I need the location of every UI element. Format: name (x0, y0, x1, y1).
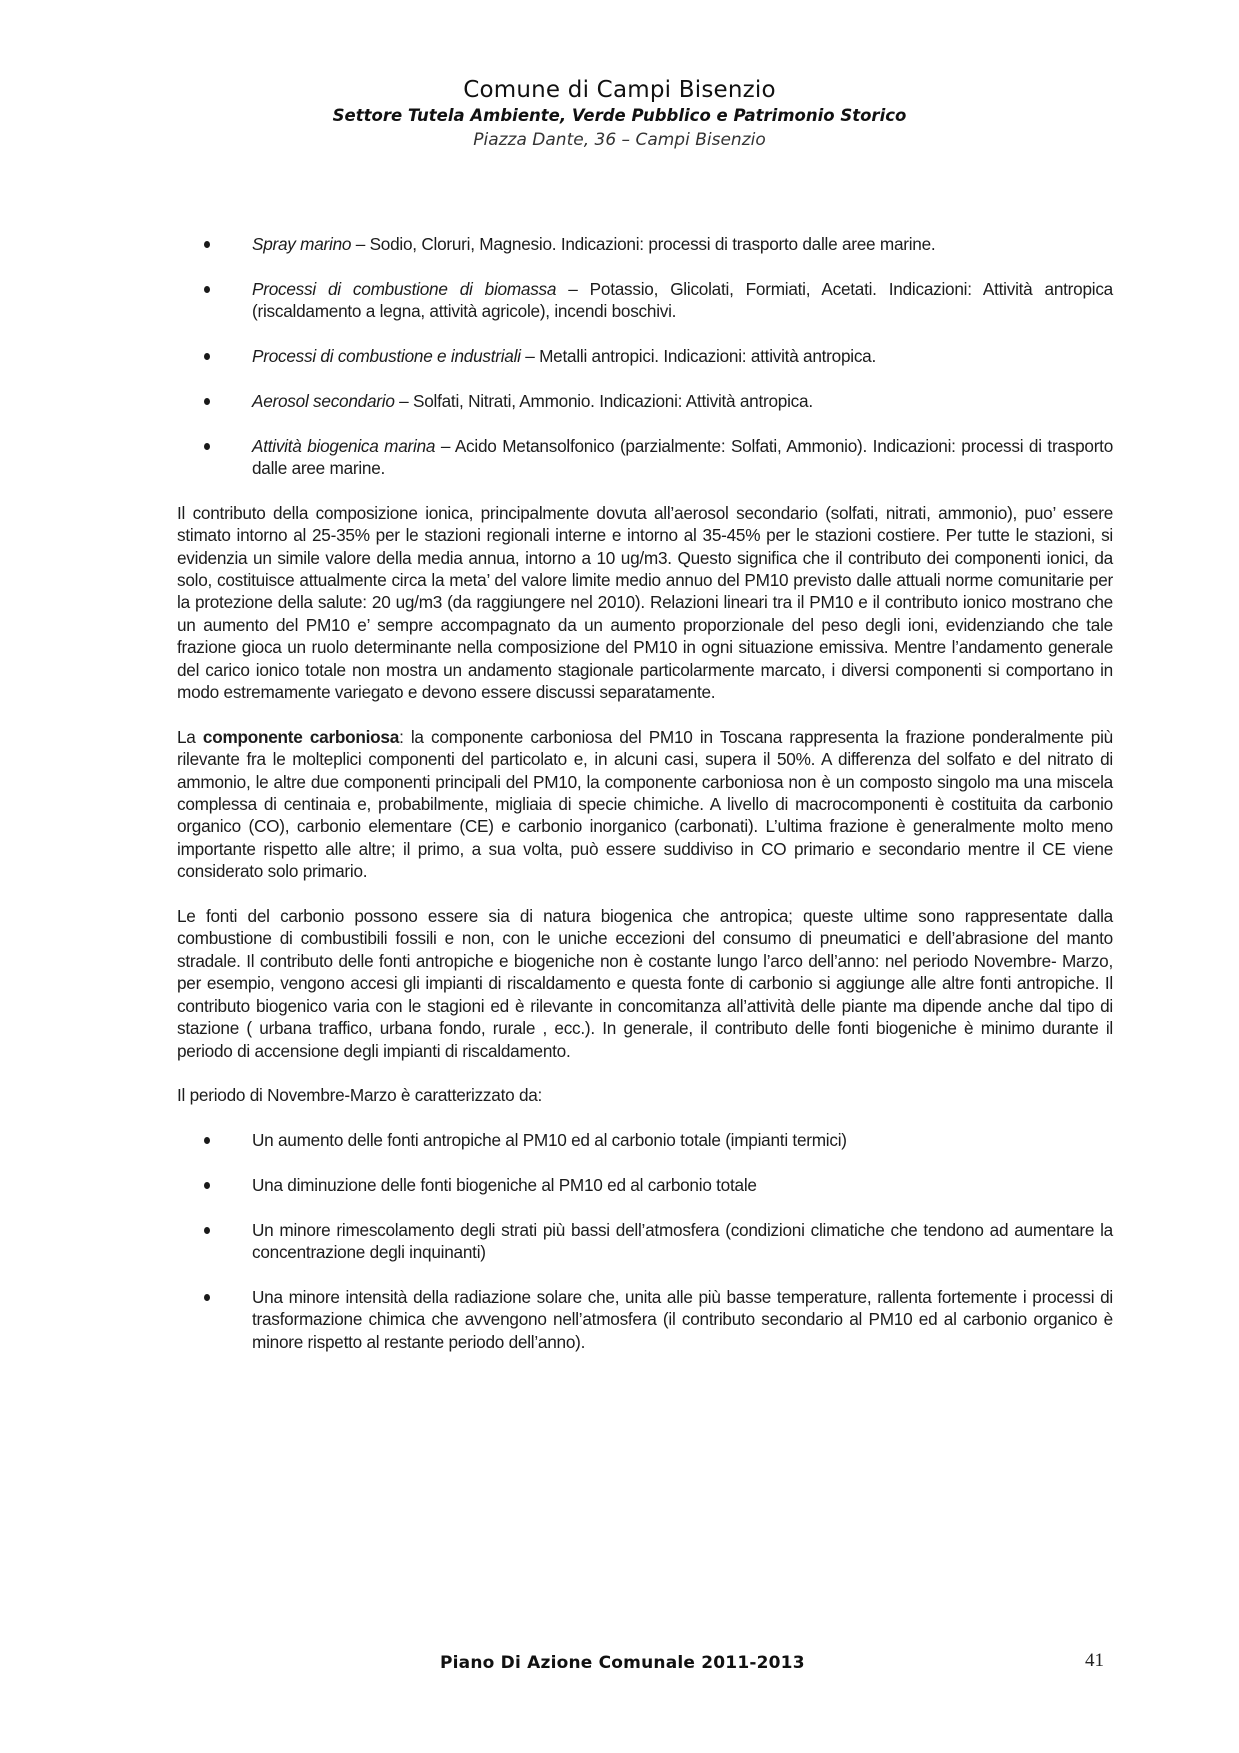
paragraph-carbon-text: : la componente carboniosa del PM10 in Toscana rappresenta la frazione ponderalmente più rilevante fra le molteplici componenti del particolato e, in alcuni casi, supera il 50%. A differenza del solfato e del nitrato di ammonio, le altre due componenti principali del PM10, la componente carboniosa non è un composto singolo ma una miscela complessa di centinaia e, probabilmente, migliaia di specie chimiche. A livello di macrocomponenti è costituita da carbonio organico (CO), carbonio elementare (CE) e carbonio inorganico (carbonati). L’ultima frazione è generalmente molto meno importante rispetto alle altre; il primo, a sua volta, può essere suddiviso in CO primario e secondario mentre il CE viene considerato solo primario. (177, 726, 1113, 882)
paragraph-carbon-term: componente carboniosa (202, 726, 400, 747)
bullet-icon (204, 286, 210, 293)
header-subtitle: Settore Tutela Ambiente, Verde Pubblico e Patrimonio Storico (332, 106, 907, 125)
list-item-term: Attività biogenica marina (252, 435, 436, 456)
footer-label: Piano Di Azione Comunale 2011-2013 (440, 1653, 805, 1673)
paragraph-period-intro: Il periodo di Novembre-Marzo è caratterizzato da: (177, 1085, 543, 1106)
list-item-term: Processi di combustione e industriali (252, 346, 521, 366)
list-item-text: – Acido Metansolfonico (parzialmente: Solfati, Ammonio). Indicazioni: processi di trasporto dalle aree marine. (252, 435, 1113, 478)
list-item-text: Un minore rimescolamento degli strati più bassi dell’atmosfera (condizioni climatiche che tendono ad aumentare la concentrazione degli inquinanti) (252, 1219, 1113, 1263)
list-item (177, 390, 1113, 412)
list-item-text: Una minore intensità della radiazione solare che, unita alle più basse temperature, rallenta fortemente i processi di trasformazione chimica che avvengono nell’atmosfera (il contributo secondario al PM10 ed al carbonio organico è minore rispetto al restante periodo dell’anno). (252, 1286, 1113, 1352)
bullet-icon (204, 1137, 210, 1144)
bullet-icon (204, 443, 210, 450)
list-item (177, 435, 1113, 480)
list-item (177, 1174, 1113, 1196)
sources-list (177, 233, 1113, 479)
header-title: Comune di Campi Bisenzio (463, 77, 776, 103)
paragraph-ionic: Il contributo della composizione ionica, principalmente dovuta all’aerosol secondario (solfati, nitrati, ammonio), puo’ essere stimato intorno al 25-35% per le stazioni regionali interne e intorno al 35-45% per le stazioni costiere. Per tutte le stazioni, si evidenzia un simile valore della media annua, intorno a 10 ug/m3. Questo significa che il contributo dei componenti ionici, da solo, costituisce attualmente circa la meta’ del valore limite medio annuo del PM10 previsto dalle attuali norme comunitarie per la protezione della salute: 20 ug/m3 (da raggiungere nel 2010). Relazioni lineari tra il PM10 e il contributo ionico mostrano che un aumento del PM10 e’ sempre accompagnato da un aumento proporzionale del peso degli ioni, evidenziando che tale frazione gioca un ruolo determinante nella composizione del PM10 in ogni situazione emissiva. Mentre l’andamento generale del carico ionico totale non mostra un andamento stagionale particolarmente marcato, i diversi componenti si comportano in modo estremamente variegato e devono essere discussi separatamente. (177, 502, 1113, 703)
spacer (177, 1107, 1113, 1129)
bullet-icon (204, 1294, 210, 1301)
paragraph-carbon (177, 726, 1113, 883)
list-item (177, 1286, 1113, 1353)
list-item-term: Processi di combustione di biomassa (252, 278, 557, 299)
bullet-icon (204, 1182, 210, 1189)
list-item (177, 1129, 1113, 1151)
list-item (177, 1219, 1113, 1264)
list-item (177, 278, 1113, 323)
bullet-icon (204, 1227, 210, 1234)
list-item (177, 345, 1113, 367)
list-item-text: – Potassio, Glicolati, Formiati, Acetati. Indicazioni: Attività antropica (riscaldamento a legna, attività agricole), incendi boschivi. (252, 278, 1113, 322)
paragraph-carbon-sources: Le fonti del carbonio possono essere sia di natura biogenica che antropica; queste ultime sono rappresentate dalla combustione di combustibili fossili e non, con le uniche eccezioni del consumo di pneumatici e dell’abrasione del manto stradale. Il contributo delle fonti antropiche e biogeniche non è costante lungo l’arco dell’anno: nel periodo Novembre- Marzo, per esempio, vengono accesi gli impianti di riscaldamento e questa fonte di carbonio si aggiunge alle altre fonti antropiche. Il contributo biogenico varia con le stagioni ed è rilevante in concomitanza all’attività delle piante ma dipende anche dal tipo di stazione ( urbana traffico, urbana fondo, rurale , ecc.). In generale, il contributo delle fonti biogeniche è minimo durante il periodo di accensione degli impianti di riscaldamento. (177, 906, 1113, 1061)
list-item-term: Aerosol secondario (252, 390, 395, 411)
list-item-text: Un aumento delle fonti antropiche al PM10 ed al carbonio totale (impianti termici) (252, 1130, 847, 1151)
bullet-icon (204, 241, 210, 248)
spacer (177, 479, 1113, 501)
header-address: Piazza Dante, 36 – Campi Bisenzio (473, 130, 766, 150)
spacer (177, 883, 1113, 905)
spacer (177, 703, 1113, 725)
page-header (0, 76, 1239, 152)
page-body (177, 233, 1113, 1353)
page-number: 41 (1085, 1650, 1104, 1671)
spacer (177, 1062, 1113, 1084)
list-item-text: – Sodio, Cloruri, Magnesio. Indicazioni: processi di trasporto dalle aree marine. (351, 234, 936, 254)
period-list (177, 1129, 1113, 1353)
list-item (177, 233, 1113, 255)
bullet-icon (204, 353, 210, 360)
paragraph-carbon-lead: La (177, 726, 203, 747)
list-item-term: Spray marino (252, 234, 352, 254)
list-item-text: – Solfati, Nitrati, Ammonio. Indicazioni: Attività antropica. (394, 390, 813, 411)
bullet-icon (204, 398, 210, 405)
list-item-text: Una diminuzione delle fonti biogeniche al PM10 ed al carbonio totale (252, 1174, 757, 1195)
list-item-text: – Metalli antropici. Indicazioni: attività antropica. (520, 346, 877, 366)
